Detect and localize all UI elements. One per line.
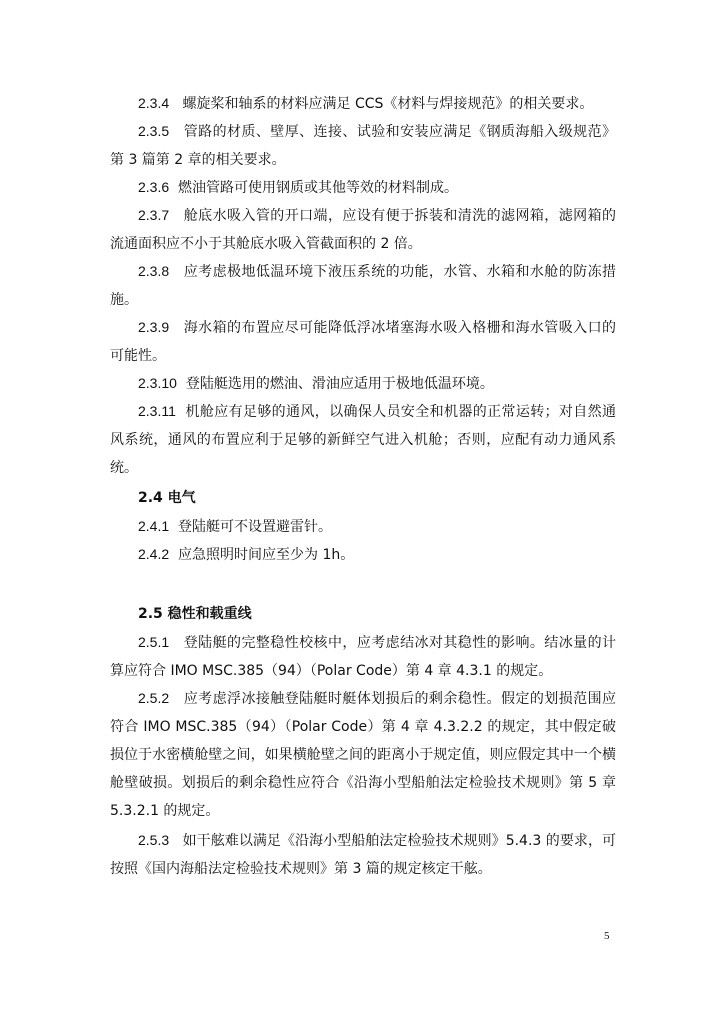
clause-text: 海水箱的布置应尽可能降低浮冰堵塞海水吸入格栅和海水管吸入口的可能性。 bbox=[110, 320, 616, 364]
section-heading-2-5: 2.5 稳性和载重线 bbox=[138, 606, 252, 622]
clause-number: 2.3.8 bbox=[138, 263, 170, 279]
clause-text: 机舱应有足够的通风，以确保人员安全和机器的正常运转；对自然通风系统，通风的布置应利于足够的新鲜空气进入机舱；否则，应配有动力通风系统。 bbox=[110, 404, 616, 476]
clause-number: 2.3.4 bbox=[138, 95, 170, 111]
clause-number: 2.3.9 bbox=[138, 319, 170, 335]
clause-text: 舱底水吸入管的开口端，应设有便于拆装和清洗的滤网箱，滤网箱的流通面积应不小于其舱底水吸入管截面积的 2 倍。 bbox=[110, 208, 616, 252]
clause-text: 管路的材质、壁厚、连接、试验和安装应满足《钢质海船入级规范》第 3 篇第 2 章的相关要求。 bbox=[110, 124, 616, 168]
paragraph-2-5-1 bbox=[110, 628, 616, 685]
paragraph-2-3-6 bbox=[110, 173, 616, 202]
clause-number: 2.3.7 bbox=[138, 207, 170, 223]
paragraph-2-3-7 bbox=[110, 201, 616, 258]
clause-number: 2.5.1 bbox=[138, 634, 170, 650]
page-number: 5 bbox=[604, 930, 610, 942]
clause-number: 2.5.3 bbox=[138, 832, 170, 848]
clause-number: 2.3.10 bbox=[138, 375, 177, 391]
clause-text: 登陆艇的完整稳性校核中，应考虑结冰对其稳性的影响。结冰量的计算应符合 IMO MSC.385（94）（Polar Code）第 4 章 4.3.1 的规定。 bbox=[110, 635, 616, 679]
clause-text: 应考虑极地低温环境下液压系统的功能，水管、水箱和水舱的防冻措施。 bbox=[110, 264, 616, 308]
paragraph-2-3-10 bbox=[110, 369, 616, 398]
clause-text: 螺旋桨和轴系的材料应满足 CCS《材料与焊接规范》的相关要求。 bbox=[182, 96, 594, 112]
paragraph-2-3-5 bbox=[110, 117, 616, 174]
clause-text: 燃油管路可使用钢质或其他等效的材料制成。 bbox=[178, 180, 459, 196]
paragraph-2-5-3 bbox=[110, 826, 616, 883]
clause-text: 登陆艇可不设置避雷针。 bbox=[178, 519, 333, 535]
clause-text: 应考虑浮冰接触登陆艇时艇体划损后的剩余稳性。假定的划损范围应符合 IMO MSC.385（94）（Polar Code）第 4 章 4.3.2.2 的规定，其中假定破损位于水密横舱壁之间，如果横舱壁之间的距离小于规定值，则应假定其中一个横舱壁破损。划损后的剩余稳性应符合《沿海小型船舶法定检验技术规则》第 5 章 5.3.2.1 的规定。 bbox=[110, 691, 616, 819]
clause-text: 登陆艇选用的燃油、滑油应适用于极地低温环境。 bbox=[185, 376, 494, 392]
paragraph-2-5-2 bbox=[110, 684, 616, 825]
clause-number: 2.3.6 bbox=[138, 179, 170, 195]
clause-number: 2.4.2 bbox=[138, 546, 170, 562]
paragraph-2-3-4 bbox=[110, 89, 616, 118]
paragraph-2-4-1 bbox=[110, 512, 616, 541]
clause-number: 2.5.2 bbox=[138, 690, 170, 706]
clause-number: 2.3.5 bbox=[138, 123, 170, 139]
paragraph-2-4-2 bbox=[110, 540, 616, 569]
clause-text: 如干舷难以满足《沿海小型船舶法定检验技术规则》5.4.3 的要求，可按照《国内海船法定检验技术规则》第 3 篇的规定核定干舷。 bbox=[110, 833, 616, 877]
paragraph-2-3-9 bbox=[110, 313, 616, 370]
section-heading-2-4: 2.4 电气 bbox=[138, 490, 196, 506]
clause-number: 2.4.1 bbox=[138, 518, 170, 534]
clause-text: 应急照明时间应至少为 1h。 bbox=[178, 547, 355, 563]
paragraph-2-3-11 bbox=[110, 397, 616, 482]
paragraph-2-3-8 bbox=[110, 257, 616, 314]
clause-number: 2.3.11 bbox=[138, 403, 176, 419]
